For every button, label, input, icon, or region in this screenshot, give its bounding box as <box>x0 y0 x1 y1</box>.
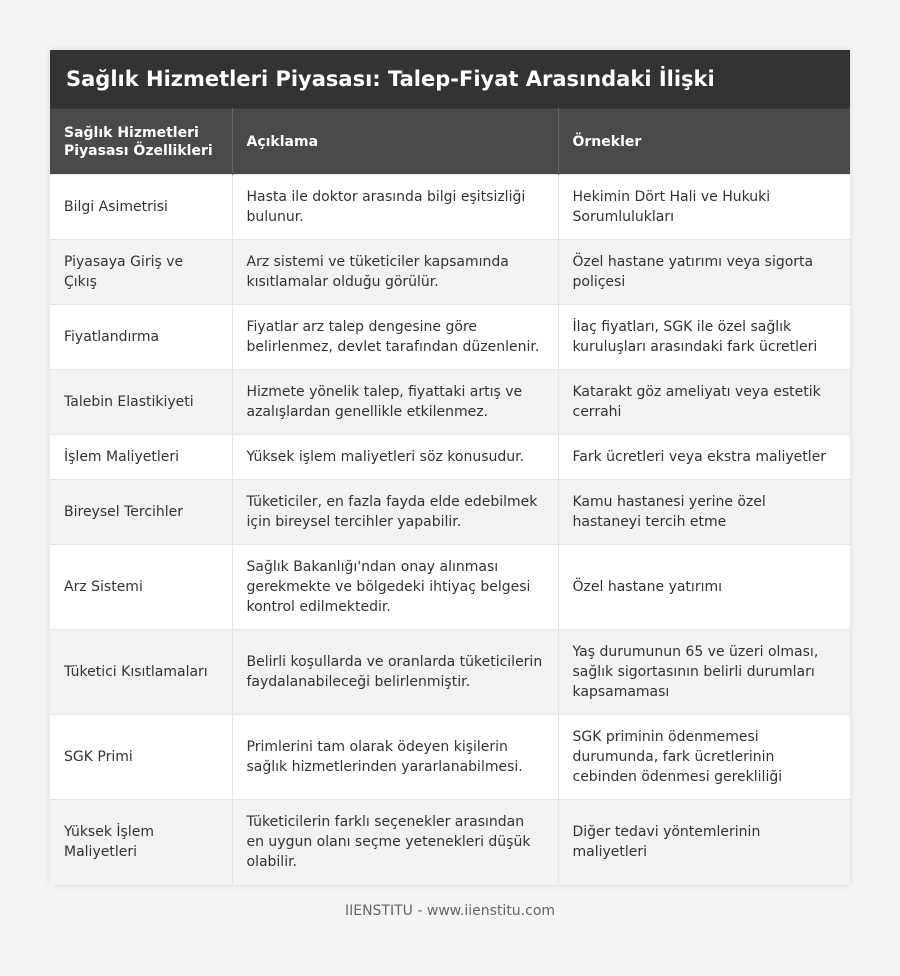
cell-examples: SGK priminin ödenmemesi durumunda, fark ücretlerinin cebinden ödenmesi gerekliliği <box>558 715 850 800</box>
cell-examples: Kamu hastanesi yerine özel hastaneyi tercih etme <box>558 480 850 545</box>
cell-examples: Yaş durumunun 65 ve üzeri olması, sağlık sigortasının belirli durumları kapsamaması <box>558 630 850 715</box>
cell-examples: İlaç fiyatları, SGK ile özel sağlık kuruluşları arasındaki fark ücretleri <box>558 305 850 370</box>
table-card <box>50 50 850 885</box>
cell-feature: Tüketici Kısıtlamaları <box>50 630 232 715</box>
cell-feature: Bilgi Asimetrisi <box>50 175 232 240</box>
cell-description: Primlerini tam olarak ödeyen kişilerin sağlık hizmetlerinden yararlanabilmesi. <box>232 715 558 800</box>
cell-description: Arz sistemi ve tüketiciler kapsamında kısıtlamalar olduğu görülür. <box>232 240 558 305</box>
cell-description: Tüketicilerin farklı seçenekler arasından en uygun olanı seçme yetenekleri düşük olabilir. <box>232 800 558 885</box>
cell-description: Hasta ile doktor arasında bilgi eşitsizliği bulunur. <box>232 175 558 240</box>
table-row <box>50 240 850 305</box>
column-header-feature: Sağlık Hizmetleri Piyasası Özellikleri <box>50 109 232 175</box>
cell-examples: Özel hastane yatırımı veya sigorta poliçesi <box>558 240 850 305</box>
table-row <box>50 175 850 240</box>
table-row <box>50 305 850 370</box>
cell-examples: Katarakt göz ameliyatı veya estetik cerrahi <box>558 370 850 435</box>
column-header-description: Açıklama <box>232 109 558 175</box>
page-title: Sağlık Hizmetleri Piyasası: Talep-Fiyat Arasındaki İlişki <box>50 50 850 108</box>
cell-feature: Arz Sistemi <box>50 545 232 630</box>
cell-examples: Diğer tedavi yöntemlerinin maliyetleri <box>558 800 850 885</box>
cell-feature: İşlem Maliyetleri <box>50 435 232 480</box>
cell-feature: Piyasaya Giriş ve Çıkış <box>50 240 232 305</box>
table-header-row <box>50 109 850 175</box>
data-table <box>50 108 850 885</box>
cell-feature: Yüksek İşlem Maliyetleri <box>50 800 232 885</box>
table-row <box>50 800 850 885</box>
cell-description: Belirli koşullarda ve oranlarda tüketicilerin faydalanabileceği belirlenmiştir. <box>232 630 558 715</box>
cell-description: Hizmete yönelik talep, fiyattaki artış ve azalışlardan genellikle etkilenmez. <box>232 370 558 435</box>
table-row <box>50 545 850 630</box>
table-row <box>50 370 850 435</box>
cell-feature: Bireysel Tercihler <box>50 480 232 545</box>
cell-feature: SGK Primi <box>50 715 232 800</box>
cell-description: Tüketiciler, en fazla fayda elde edebilmek için bireysel tercihler yapabilir. <box>232 480 558 545</box>
cell-examples: Özel hastane yatırımı <box>558 545 850 630</box>
table-row <box>50 630 850 715</box>
cell-feature: Talebin Elastikiyeti <box>50 370 232 435</box>
cell-description: Fiyatlar arz talep dengesine göre belirlenmez, devlet tarafından düzenlenir. <box>232 305 558 370</box>
table-row <box>50 715 850 800</box>
table-row <box>50 480 850 545</box>
cell-examples: Hekimin Dört Hali ve Hukuki Sorumlulukları <box>558 175 850 240</box>
cell-examples: Fark ücretleri veya ekstra maliyetler <box>558 435 850 480</box>
cell-description: Sağlık Bakanlığı'ndan onay alınması gerekmekte ve bölgedeki ihtiyaç belgesi kontrol edilmektedir. <box>232 545 558 630</box>
column-header-examples: Örnekler <box>558 109 850 175</box>
cell-feature: Fiyatlandırma <box>50 305 232 370</box>
table-row <box>50 435 850 480</box>
cell-description: Yüksek işlem maliyetleri söz konusudur. <box>232 435 558 480</box>
footer-credit: IIENSTITU - www.iienstitu.com <box>344 903 556 919</box>
